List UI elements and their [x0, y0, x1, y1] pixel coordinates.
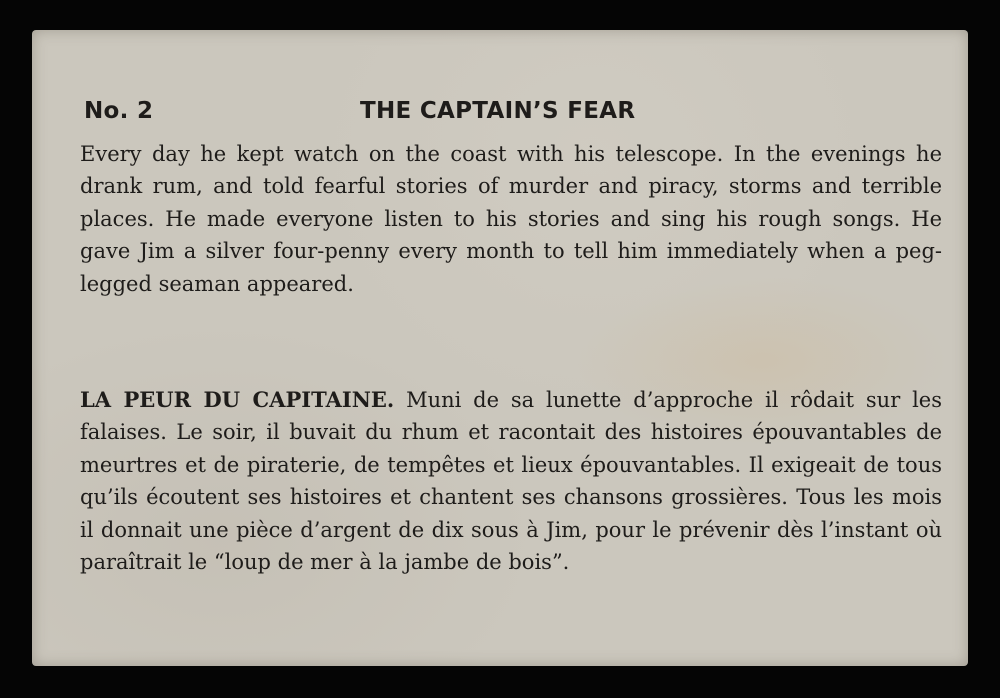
card-title: THE CAPTAIN’S FEAR — [360, 98, 636, 124]
french-heading: LA PEUR DU CAPITAINE. — [80, 387, 395, 412]
french-body: Muni de sa lunette d’approche il rôdait sur les falaises. Le soir, il buvait du rhum et racontait des histoires épouvantables de meurtres et de piraterie, de tempêtes et lieux épouvantables. Il exigeait de tous qu’ils écoutent ses histoires et chantent ses chansons grossières. Tous les mois il donnait une pièce d’argent de dix sous à Jim, pour le prévenir dès l’instant où paraîtrait le “loup de mer à la jambe de bois”. — [80, 388, 942, 575]
card-header — [84, 98, 674, 128]
english-paragraph: Every day he kept watch on the coast with his telescope. In the evenings he drank rum, and told fearful stories of murder and piracy, storms and terrible places. He made everyone listen to his stories and sing his rough songs. He gave Jim a silver four-penny every month to tell him immediately when a peg-legged seaman appeared. — [80, 142, 942, 296]
trading-card-back — [32, 30, 968, 666]
french-paragraph — [80, 384, 942, 578]
card-number: No. 2 — [84, 98, 154, 124]
